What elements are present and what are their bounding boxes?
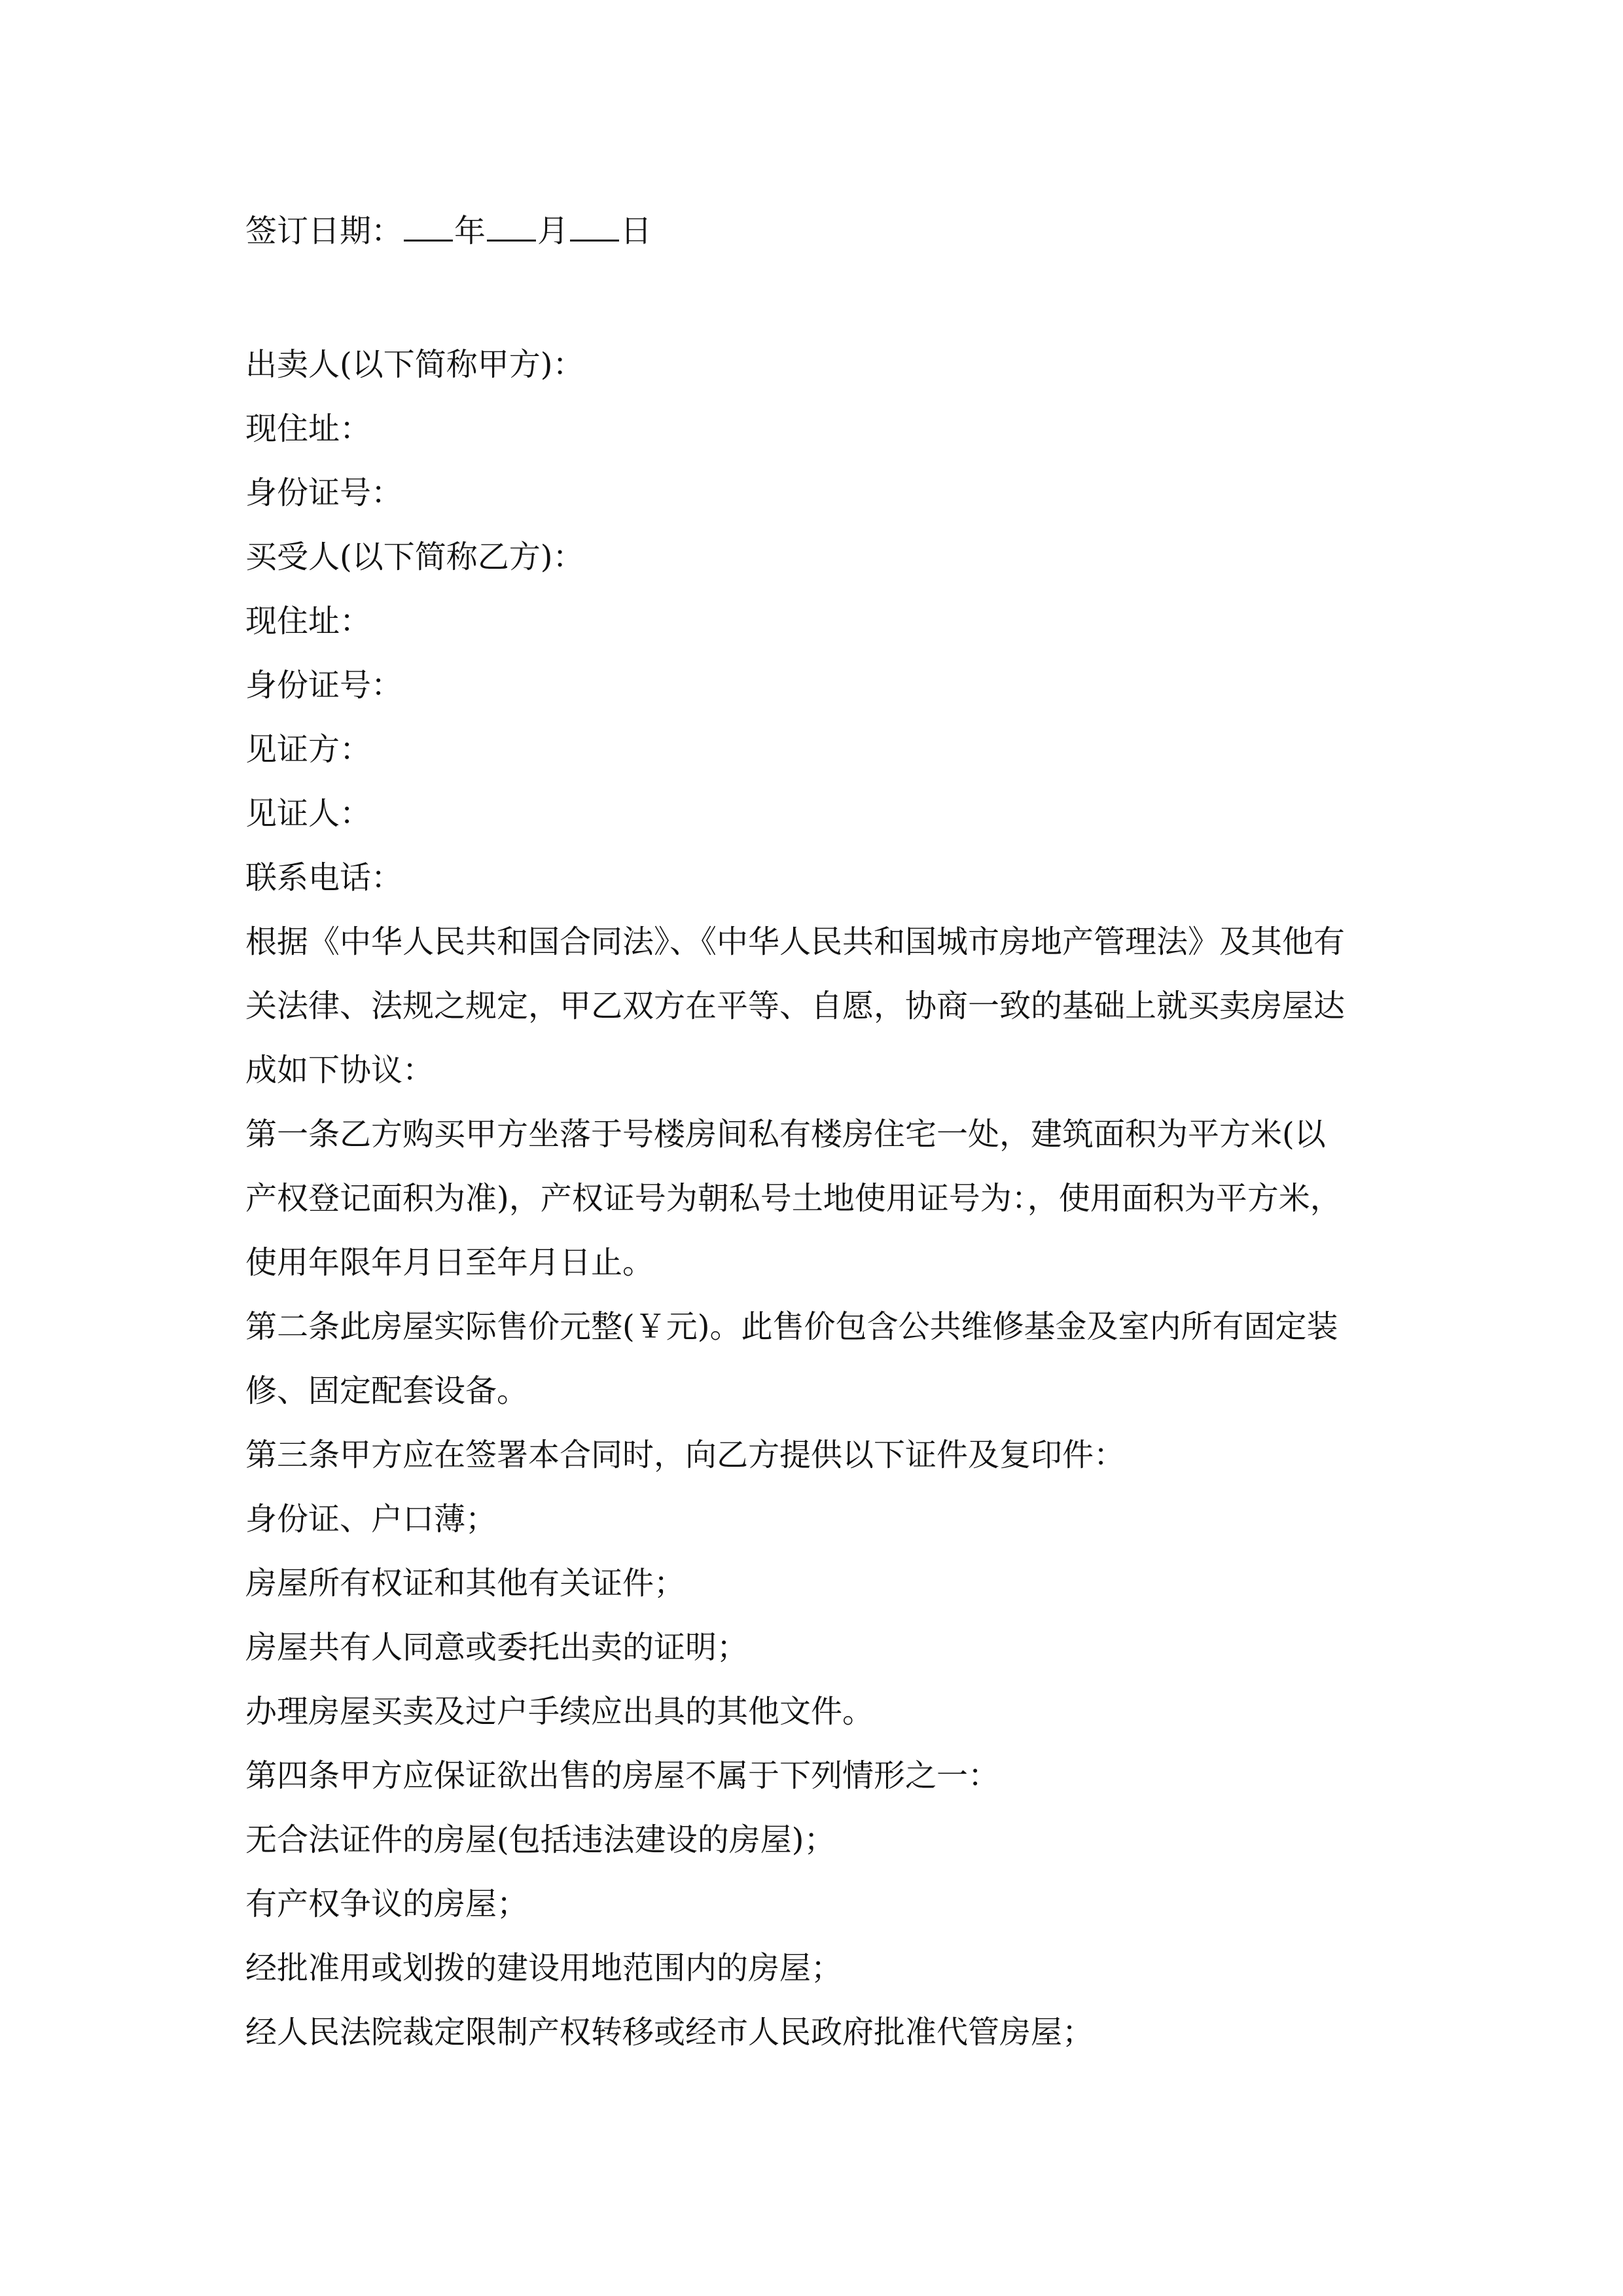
article-4-item-1: 无合法证件的房屋(包括违法建设的房屋)； — [245, 1821, 836, 1858]
witness-party-field: 见证方： — [245, 731, 372, 768]
article-1-line-3: 使用年限年月日至年月日止。 — [245, 1244, 654, 1281]
day-blank — [570, 208, 619, 242]
article-4-item-4: 经人民法院裁定限制产权转移或经市人民政府批准代管房屋； — [245, 2014, 1094, 2051]
contact-phone-field: 联系电话： — [245, 859, 403, 896]
signing-date-line — [245, 208, 652, 253]
article-1-line-2: 产权登记面积为准)，产权证号为朝私号土地使用证号为：，使用面积为平方米， — [245, 1180, 1342, 1217]
signing-date-label: 签订日期： — [245, 213, 403, 249]
seller-id-field: 身份证号： — [245, 475, 403, 511]
preamble-line-3: 成如下协议： — [245, 1052, 435, 1088]
year-label: 年 — [454, 213, 486, 249]
article-2-line-2: 修、固定配套设备。 — [245, 1372, 529, 1409]
article-2-line-1: 第二条此房屋实际售价元整(￥元)。此售价包含公共维修基金及室内所有固定装 — [245, 1308, 1338, 1345]
article-3-item-4: 办理房屋买卖及过户手续应出具的其他文件。 — [245, 1693, 874, 1730]
article-4-heading: 第四条甲方应保证欲出售的房屋不属于下列情形之一： — [245, 1757, 1000, 1794]
article-4-item-2: 有产权争议的房屋； — [245, 1886, 529, 1922]
seller-address-field: 现住址： — [245, 410, 372, 447]
article-1-line-1: 第一条乙方购买甲方坐落于号楼房间私有楼房住宅一处，建筑面积为平方米(以 — [245, 1116, 1326, 1153]
article-3-item-3: 房屋共有人同意或委托出卖的证明； — [245, 1629, 749, 1666]
article-4-item-3: 经批准用或划拨的建设用地范围内的房屋； — [245, 1950, 843, 1986]
article-3-item-2: 房屋所有权证和其他有关证件； — [245, 1565, 686, 1602]
preamble-line-2: 关法律、法规之规定，甲乙双方在平等、自愿，协商一致的基础上就买卖房屋达 — [245, 988, 1346, 1024]
buyer-id-field: 身份证号： — [245, 667, 403, 704]
year-blank — [404, 208, 453, 242]
article-3-item-1: 身份证、户口薄； — [245, 1501, 497, 1537]
witness-person-field: 见证人： — [245, 795, 372, 832]
day-label: 日 — [620, 213, 652, 249]
month-blank — [487, 208, 536, 242]
month-label: 月 — [537, 213, 569, 249]
buyer-field: 买受人(以下简称乙方)： — [245, 539, 584, 575]
seller-field: 出卖人(以下简称甲方)： — [245, 346, 584, 383]
article-3-heading: 第三条甲方应在签署本合同时，向乙方提供以下证件及复印件： — [245, 1437, 1126, 1473]
contract-body — [245, 332, 1384, 2064]
buyer-address-field: 现住址： — [245, 603, 372, 639]
preamble-line-1: 根据《中华人民共和国合同法》、《中华人民共和国城市房地产管理法》及其他有 — [245, 924, 1346, 960]
